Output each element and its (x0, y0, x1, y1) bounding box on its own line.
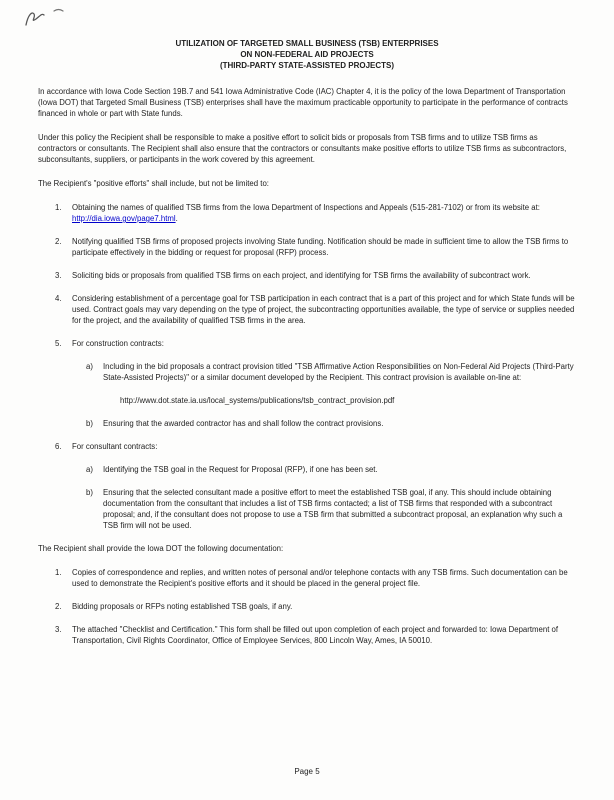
list-item-text: Considering establishment of a percentage goal for TSB participation in each contract that is a part of this project and for which State funds will be used. Contract goals may vary depending on the type of project, the subcontracting opportunities available, the type of service or supplies needed for the project, and the availability of qualified TSB firms in the area. (72, 294, 575, 325)
effort-item-6 (38, 441, 576, 452)
policy-paragraph: Under this policy the Recipient shall be responsible to make a positive effort to solicit bids or proposals from TSB firms and to utilize TSB firms as contractors or consultants. The Recipient shall also ensure that the contractors or consultants make positive efforts to utilize TSB firms as subcontractors, subconsultants, suppliers, or participants in the work covered by this agreement. (38, 133, 567, 164)
list-letter: b) (86, 419, 93, 428)
list-item-text: Ensuring that the selected consultant made a positive effort to meet the established TSB goal, if any. This should include obtaining documentation from the consultant that includes a list of TSB firms contacted; a list of TSB firms that responded with a subcontract proposal; and, if the consultant does not propose to use a TSB firm that submitted a subcontract proposal, an explanation why such a TSB firm will not be used. (103, 488, 563, 530)
list-number: 4. (55, 294, 62, 303)
list-number: 2. (55, 602, 62, 611)
list-item-text: Ensuring that the awarded contractor has and shall follow the contract provisions. (103, 419, 384, 428)
list-item-text: Soliciting bids or proposals from qualified TSB firms on each project, and identifying for TSB firms the availability of subcontract work. (72, 271, 531, 280)
item-text-after-link: . (175, 214, 178, 223)
doc-title-line-1: UTILIZATION OF TARGETED SMALL BUSINESS (TSB) ENTERPRISES (175, 39, 439, 48)
intro-paragraph: In accordance with Iowa Code Section 19B.7 and 541 Iowa Administrative Code (IAC) Chapter 4, it is the policy of the Iowa Department of Transportation (Iowa DOT) that Targeted Small Business (TSB) enterprises shall have the maximum practicable opportunity to participate in the performance of contracts financed in whole or part with State funds. (38, 87, 568, 118)
list-number: 1. (55, 568, 62, 577)
effort-item-3 (38, 270, 576, 281)
list-item-text: For consultant contracts: (72, 442, 158, 451)
doc-title-line-2: ON NON-FEDERAL AID PROJECTS (240, 50, 374, 59)
list-item-text: Notifying qualified TSB firms of proposed projects involving State funding. Notification should be made in sufficient time to allow the TSB firms to participate effectively in the bidding or request for proposal (RFP) process. (72, 237, 569, 257)
effort-item-6b (38, 487, 576, 531)
effort-item-5a (38, 361, 576, 383)
list-letter: a) (86, 465, 93, 474)
effort-item-5 (38, 338, 576, 349)
doc-title (38, 38, 576, 71)
pen-mark-icon (20, 5, 80, 31)
list-item-text: Identifying the TSB goal in the Request for Proposal (RFP), if one has been set. (103, 465, 378, 474)
list-number: 3. (55, 625, 62, 634)
documentation-item-1 (38, 567, 576, 589)
contract-provision-url: http://www.dot.state.ia.us/local_systems/publications/tsb_contract_provision.pdf (120, 396, 395, 405)
list-letter: a) (86, 362, 93, 371)
documentation-item-2 (38, 601, 576, 612)
list-item-text: For construction contracts: (72, 339, 164, 348)
item-text-before-link: Obtaining the names of qualified TSB firms from the Iowa Department of Inspections and Appeals (515-281-7102) or from its website at: (72, 203, 540, 212)
effort-item-5b (38, 418, 576, 429)
page-number: Page 5 (294, 767, 320, 776)
list-item-text: Bidding proposals or RFPs noting established TSB goals, if any. (72, 602, 293, 611)
effort-item-4 (38, 293, 576, 326)
dia-website-link[interactable]: http://dia.iowa.gov/page7.html (72, 214, 176, 223)
list-number: 5. (55, 339, 62, 348)
efforts-lead-paragraph: The Recipient's "positive efforts" shall include, but not be limited to: (38, 179, 269, 188)
documentation-item-3 (38, 624, 576, 646)
list-letter: b) (86, 488, 93, 497)
list-item-text: Copies of correspondence and replies, and written notes of personal and/or telephone contacts with any TSB firms. Such documentation can be used to demonstrate the Recipient's positive efforts and it should be placed in the general project file. (72, 568, 568, 588)
doc-title-line-3: (THIRD-PARTY STATE-ASSISTED PROJECTS) (219, 61, 395, 70)
list-item-text (72, 202, 576, 224)
list-number: 6. (55, 442, 62, 451)
list-item-text: Including in the bid proposals a contract provision titled "TSB Affirmative Action Responsibilities on Non-Federal Aid Projects (Third-Party State-Assisted Projects)" or a similar document developed by the Recipient. This contract provision is available on-line at: (103, 362, 574, 382)
effort-item-1 (38, 202, 576, 224)
effort-item-2 (38, 236, 576, 258)
list-number: 2. (55, 237, 62, 246)
effort-item-6a (38, 464, 576, 475)
list-item-text: The attached "Checklist and Certification." This form shall be filled out upon completion of each project and forwarded to: Iowa Department of Transportation, Civil Rights Coordinator, Office of Employee Services, 800 Lincoln Way, Ames, IA 50010. (72, 625, 559, 645)
documentation-lead-paragraph: The Recipient shall provide the Iowa DOT the following documentation: (38, 544, 284, 553)
list-number: 3. (55, 271, 62, 280)
list-number: 1. (55, 203, 62, 212)
